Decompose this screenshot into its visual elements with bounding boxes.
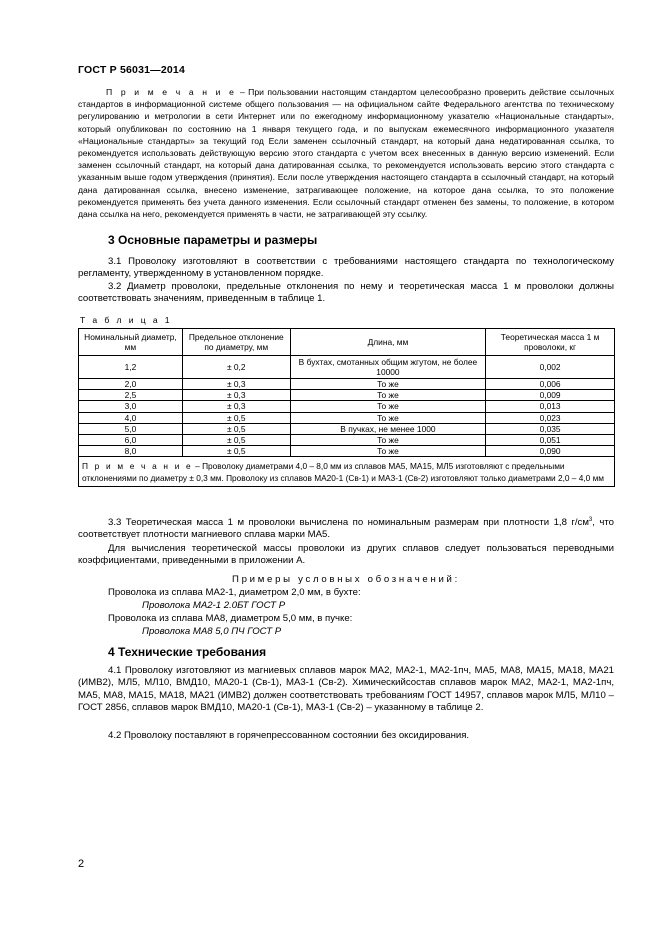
table-row bbox=[79, 435, 615, 446]
table-cell: 0,051 bbox=[486, 435, 615, 446]
table-cell: 4,0 bbox=[79, 412, 183, 423]
example-1-text: Проволока из сплава МА2-1, диаметром 2,0 мм, в бухте: bbox=[108, 587, 361, 598]
section-3-title: 3 Основные параметры и размеры bbox=[108, 233, 318, 247]
table-cell: 3,0 bbox=[79, 401, 183, 412]
table-cell: 0,009 bbox=[486, 390, 615, 401]
table-cell: В бухтах, смотанных общим жгутом, не более 10000 bbox=[290, 356, 486, 379]
table-cell: ± 0,5 bbox=[182, 446, 290, 457]
table-row bbox=[79, 446, 615, 457]
table-row bbox=[79, 412, 615, 423]
header-cell: Предельное отклонение по диаметру, мм bbox=[182, 329, 290, 356]
table-row bbox=[79, 401, 615, 412]
table-cell: ± 0,5 bbox=[182, 423, 290, 434]
section-4-title: 4 Технические требования bbox=[108, 645, 267, 659]
note-label: П р и м е ч а н и е bbox=[106, 87, 237, 97]
table-1 bbox=[78, 328, 615, 487]
table-cell: 1,2 bbox=[79, 356, 183, 379]
header-cell: Длина, мм bbox=[290, 329, 486, 356]
table-cell: То же bbox=[290, 379, 486, 390]
table-header-row bbox=[79, 329, 615, 356]
table-cell: 0,023 bbox=[486, 412, 615, 423]
density-exponent: 3 bbox=[588, 516, 593, 523]
table-cell: 2,5 bbox=[79, 390, 183, 401]
table-cell: ± 0,5 bbox=[182, 412, 290, 423]
table-row bbox=[79, 379, 615, 390]
table-cell: 8,0 bbox=[79, 446, 183, 457]
table-row bbox=[79, 356, 615, 379]
table-note-text: – Проволоку диаметрами 4,0 – 8,0 мм из сплавов МА5, МА15, МЛ5 изготовляют с предельными отклонениями по диаметру ± 0,3 мм. Проволоку из сплавов МА20-1 (Св-1) и МА3-1 (Св-2) изготовляют только диаметрами 2,0 – 4,0 мм bbox=[82, 461, 604, 483]
table-cell: То же bbox=[290, 401, 486, 412]
example-2-text: Проволока из сплава МА8, диаметром 5,0 мм, в пучке: bbox=[108, 613, 353, 624]
table-cell: 0,002 bbox=[486, 356, 615, 379]
document-header: ГОСТ Р 56031—2014 bbox=[78, 64, 186, 76]
example-1-designation: Проволока МА2-1 2.0БТ ГОСТ Р bbox=[142, 600, 286, 611]
table-cell: В пучках, не менее 1000 bbox=[290, 423, 486, 434]
table-row bbox=[79, 423, 615, 434]
table-cell: 5,0 bbox=[79, 423, 183, 434]
example-2-designation: Проволока МА8 5,0 ПЧ ГОСТ Р bbox=[142, 626, 282, 637]
paragraph-3-3-continued: Для вычисления теоретической массы проволоки из других сплавов следует пользоваться переводными коэффициентами, приведенными в приложении А. bbox=[78, 543, 614, 567]
page-number: 2 bbox=[78, 858, 85, 870]
header-cell: Номинальный диаметр, мм bbox=[79, 329, 183, 356]
table-cell: То же bbox=[290, 390, 486, 401]
table-row bbox=[79, 390, 615, 401]
paragraph-4-1: 4.1 Проволоку изготовляют из магниевых сплавов марок МА2, МА2-1, МА2-1пч, МА5, МА8, МА15, МА18, МА21 (ИМВ2), МЛ5, МЛ10, ВМД10, МА20-1 (Св-1), МА3-1 (Св-2). Химическийсостав сплавов марок МА2, МА2-1, МА2-1пч, МА5, МА8, МА15, МА18, МА21 (ИМВ2) должен соответствовать требованиям ГОСТ 14957, сплавов марок МЛ5, МЛ10 – ГОСТ 2856, сплавов марок ВМД10, МА20-1 (Св-1), МА3-1 (Св-2) – указанному в таблице 2. bbox=[78, 665, 614, 713]
paragraph-3-2: 3.2 Диаметр проволоки, предельные отклонения по нему и теоретическая масса 1 м проволоки должны соответствовать значениям, приведенным в таблице 1. bbox=[78, 281, 614, 305]
table-cell: 2,0 bbox=[79, 379, 183, 390]
paragraph-4-2: 4.2 Проволоку поставляют в горячепрессованном состоянии без оксидирования. bbox=[108, 730, 470, 741]
table-cell: 0,035 bbox=[486, 423, 615, 434]
table-cell: 0,013 bbox=[486, 401, 615, 412]
table-cell: ± 0,3 bbox=[182, 379, 290, 390]
table-cell: 0,090 bbox=[486, 446, 615, 457]
paragraph-3-3-part-a: 3.3 Теоретическая масса 1 м проволоки вычислена по номинальным размерам при плотности 1,8 г/см bbox=[108, 517, 589, 528]
examples-title: Примеры условных обозначений: bbox=[232, 574, 460, 585]
table-cell: ± 0,3 bbox=[182, 401, 290, 412]
table-cell: То же bbox=[290, 412, 486, 423]
table-cell: ± 0,2 bbox=[182, 356, 290, 379]
table-cell: ± 0,5 bbox=[182, 435, 290, 446]
note-text: – При пользовании настоящим стандартом целесообразно проверить действие ссылочных стандартов в информационной системе общего пользования — на официальном сайте Федерального агентства по техническому регулированию и метрологии в сети Интернет или по ежегодному информационному указателю «Национальные стандарты», который опубликован по состоянию на 1 января текущего года, и по выпускам ежемесячного информационного указателя «Национальные стандарты» за текущий год Если заменен ссылочный стандарт, на который дана недатированная ссылка, то рекомендуется использовать действующую версию этого стандарта с учетом всех внесенных в данную версию изменений. Если заменен ссылочный стандарт, на который дана датированная ссылка, то рекомендуется использовать версию этого стандарта с указанным выше годом утверждения (принятия). Если после утверждения настоящего стандарта в ссылочный стандарт, на который дана датированная ссылка, внесено изменение, затрагивающее положение, на которое дана ссылка, то это положение рекомендуется применять без учета данного изменения. Если ссылочный стандарт отменен без замены, то положение, в котором дана ссылка на него, рекомендуется применять в части, не затрагивающей эту ссылку. bbox=[78, 87, 615, 220]
table-note bbox=[79, 457, 615, 487]
table-cell: 6,0 bbox=[79, 435, 183, 446]
table-cell: 0,006 bbox=[486, 379, 615, 390]
paragraph-3-3 bbox=[78, 517, 614, 542]
table-note-label: П р и м е ч а н и е bbox=[82, 461, 193, 472]
table-cell: То же bbox=[290, 446, 486, 457]
paragraph-3-3-part-b: , что соответствует плотности магниевого сплава марки МА5. bbox=[78, 517, 614, 541]
table-note-row bbox=[79, 457, 615, 487]
table-cell: То же bbox=[290, 435, 486, 446]
table-caption: Т а б л и ц а 1 bbox=[80, 315, 172, 325]
paragraph-3-1: 3.1 Проволоку изготовляют в соответствии с требованиями настоящего стандарта по технологическому регламенту, утвержденному в установленном порядке. bbox=[78, 256, 614, 280]
reference-note bbox=[78, 86, 614, 220]
table-cell: ± 0,3 bbox=[182, 390, 290, 401]
header-cell: Теоретическая масса 1 м проволоки, кг bbox=[486, 329, 615, 356]
